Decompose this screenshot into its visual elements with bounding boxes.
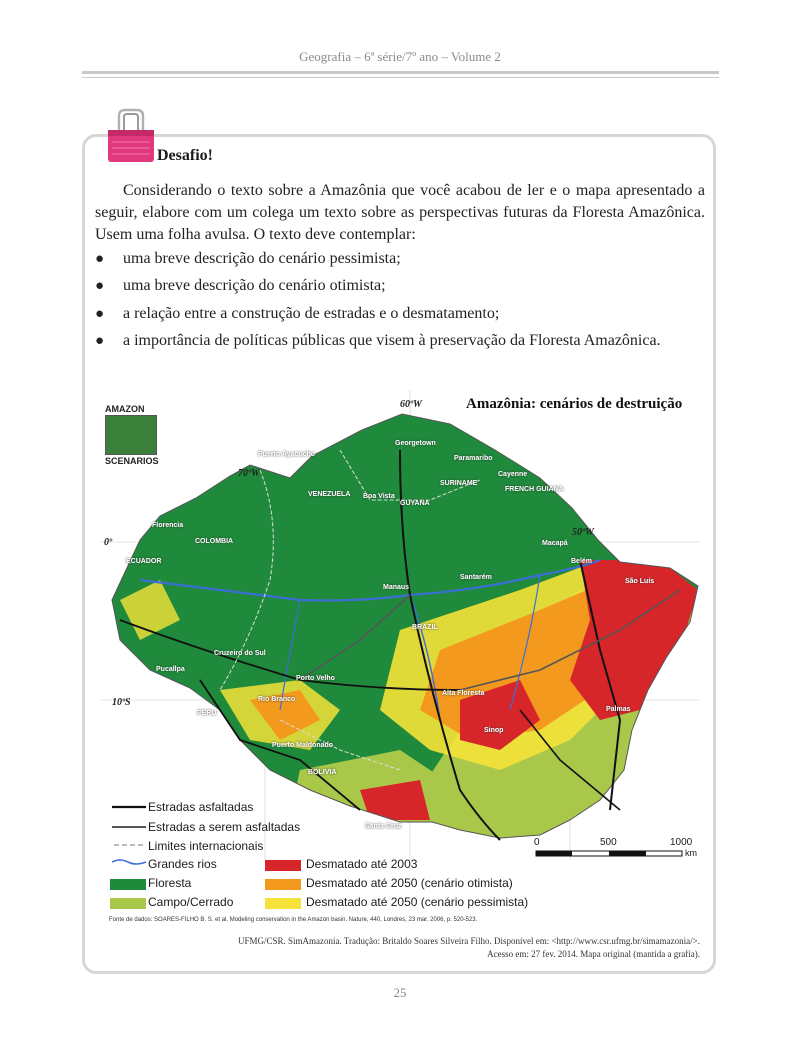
map-data-source: Fonte de dados: SOARES-FILHO B. S. et al. Modeling conservation in the Amazon basin. Nature, 440, Londres, 23 mar. 2006, p. 520-523. (109, 917, 478, 923)
place-label: Palmas (606, 706, 631, 713)
place-label: Rio Branco (258, 696, 296, 703)
legend-roads-to-pave: Estradas a serem asfaltadas (148, 820, 301, 834)
scale-label-1000: 1000 (670, 837, 693, 848)
place-label: Puerto Ayacucho (258, 451, 316, 458)
place-label: Paramaribo (454, 455, 493, 462)
challenge-intro: Considerando o texto sobre a Amazônia que você acabou de ler e o mapa apresentado a seguir, elabore com um colega um texto sobre as perspectivas futuras da Floresta Amazônica. Usem uma folha avulsa. O texto deve contemplar: (95, 182, 705, 243)
place-label: SURINAME (440, 480, 478, 487)
coord-60w: 60ºW (400, 399, 422, 410)
place-label: ECUADOR (126, 558, 162, 565)
scale-label-0: 0 (534, 837, 540, 848)
place-label: Santarém (460, 574, 492, 581)
place-label: São Luís (625, 578, 655, 585)
legend-defor-optimistic: Desmatado até 2050 (cenário otimista) (306, 876, 513, 890)
binder-clip-icon (106, 108, 156, 164)
legend-paved-roads: Estradas asfaltadas (148, 800, 254, 814)
coord-50w: 50ºW (572, 527, 594, 538)
place-label: Florencia (152, 522, 184, 529)
legend-campo: Campo/Cerrado (148, 895, 234, 909)
legend-forest: Floresta (148, 876, 192, 890)
logo-tree-icon (105, 415, 157, 455)
coord-equator: 0º (104, 537, 112, 548)
page-number: 25 (393, 985, 407, 1000)
place-label: COLOMBIA (195, 538, 234, 545)
challenge-title: Desafio! (157, 147, 213, 164)
map-title: Amazônia: cenários de destruição (466, 396, 683, 412)
place-label: VENEZUELA (308, 491, 351, 498)
place-label: GUYANA (400, 500, 430, 507)
legend-defor-pessimistic: Desmatado até 2050 (cenário pessimista) (306, 895, 529, 909)
place-label: Santa Cruz (365, 823, 402, 830)
place-label: Georgetown (395, 440, 436, 447)
credit-line-2: Acesso em: 27 fev. 2014. Mapa original (mantida a grafia). (487, 949, 700, 959)
scale-label-500: 500 (600, 837, 617, 848)
place-label: Belém (571, 558, 593, 565)
legend-defor2003-swatch (265, 860, 301, 871)
amazon-scenarios-logo: AMAZON SCENARIOS (105, 404, 159, 466)
bullet-icon: ● (95, 306, 105, 322)
running-header: Geografia – 6ª série/7º ano – Volume 2 (299, 49, 501, 64)
scale-unit: km (685, 848, 697, 858)
place-label: FRENCH GUIANA (505, 486, 564, 493)
header-rule (82, 71, 719, 74)
place-label: Sinop (484, 727, 504, 734)
bullet-icon: ● (95, 333, 105, 349)
coord-10s: 10ºS (112, 697, 131, 708)
legend-borders: Limites internacionais (148, 839, 264, 853)
legend-defor-opt-swatch (265, 879, 301, 890)
legend-campo-swatch (110, 898, 146, 909)
legend-defor2003: Desmatado até 2003 (306, 857, 418, 871)
place-label: BOLIVIA (308, 769, 337, 776)
coord-70w: 70ºW (238, 468, 260, 479)
legend-rivers: Grandes rios (148, 857, 217, 871)
place-label: Boa Vista (363, 493, 395, 500)
place-label: Porto Velho (296, 675, 335, 682)
credit-line-1: UFMG/CSR. SimAmazonia. Tradução: Britaldo Soares Silveira Filho. Disponível em: <http://www.csr.ufmg.br/simamazonia/>. (237, 936, 700, 946)
place-label: Manaus (383, 584, 410, 591)
place-label: Pucallpa (156, 666, 185, 673)
place-label: Cruzeiro do Sul (214, 650, 266, 657)
place-label: Macapá (542, 540, 568, 547)
place-label: PERU (197, 710, 217, 717)
place-label: Puerto Maldonado (272, 742, 334, 749)
bullet-icon: ● (95, 278, 105, 294)
place-label: Alta Floresta (442, 690, 485, 697)
legend-defor-pes-swatch (265, 898, 301, 909)
place-label: Cayenne (498, 471, 528, 478)
legend-forest-swatch (110, 879, 146, 890)
header-rule-thin (82, 77, 719, 78)
bullet-icon: ● (95, 251, 105, 267)
place-label: BRAZIL (412, 624, 438, 631)
